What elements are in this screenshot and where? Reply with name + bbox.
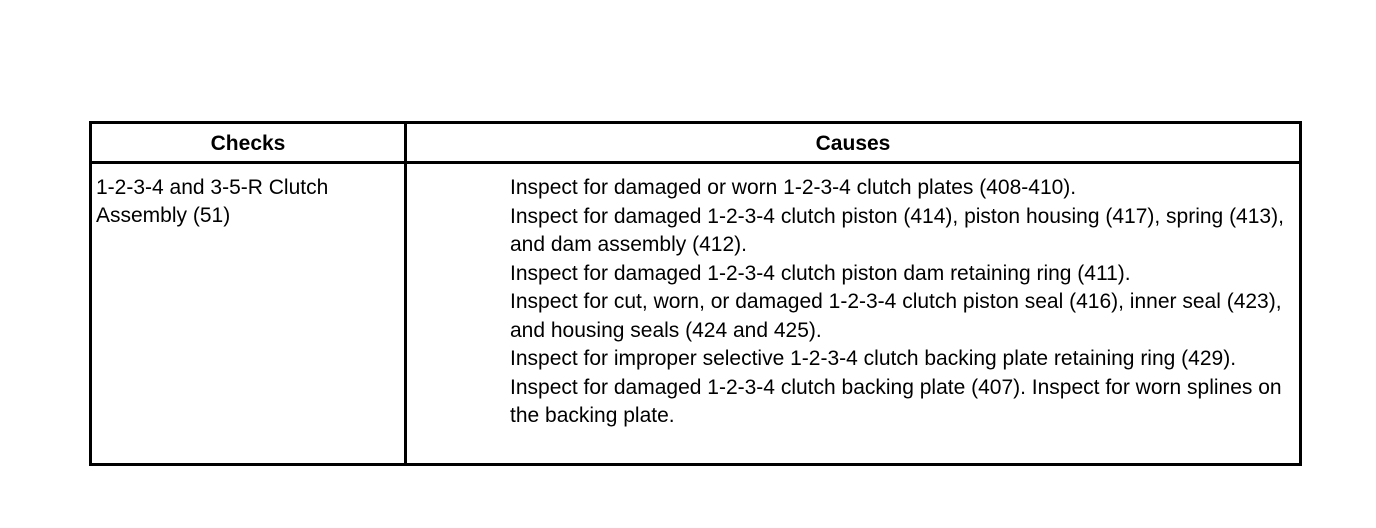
diagnostic-table: [89, 121, 1302, 466]
cause-item: Inspect for cut, worn, or damaged 1-2-3-4 clutch piston seal (416), inner seal (423), and housing seals (424 and 425).: [510, 290, 1282, 342]
cause-item: Inspect for damaged 1-2-3-4 clutch piston (414), piston housing (417), spring (413), and dam assembly (412).: [510, 204, 1284, 256]
header-causes: Causes: [815, 132, 891, 155]
table-header-row: [92, 124, 1299, 164]
cause-item: Inspect for damaged 1-2-3-4 clutch piston dam retaining ring (411).: [510, 261, 1131, 285]
cause-item: Inspect for damaged or worn 1-2-3-4 clutch plates (408-410).: [510, 176, 1077, 199]
check-cell: 1-2-3-4 and 3-5-R Clutch Assembly (51): [96, 176, 329, 227]
header-checks: Checks: [210, 132, 286, 155]
causes-cell: [510, 174, 1295, 431]
column-divider: [404, 124, 407, 463]
cause-item: Inspect for damaged 1-2-3-4 clutch backing plate (407). Inspect for worn splines on the backing plate.: [510, 375, 1282, 427]
cause-item: Inspect for improper selective 1-2-3-4 clutch backing plate retaining ring (429).: [510, 347, 1237, 370]
